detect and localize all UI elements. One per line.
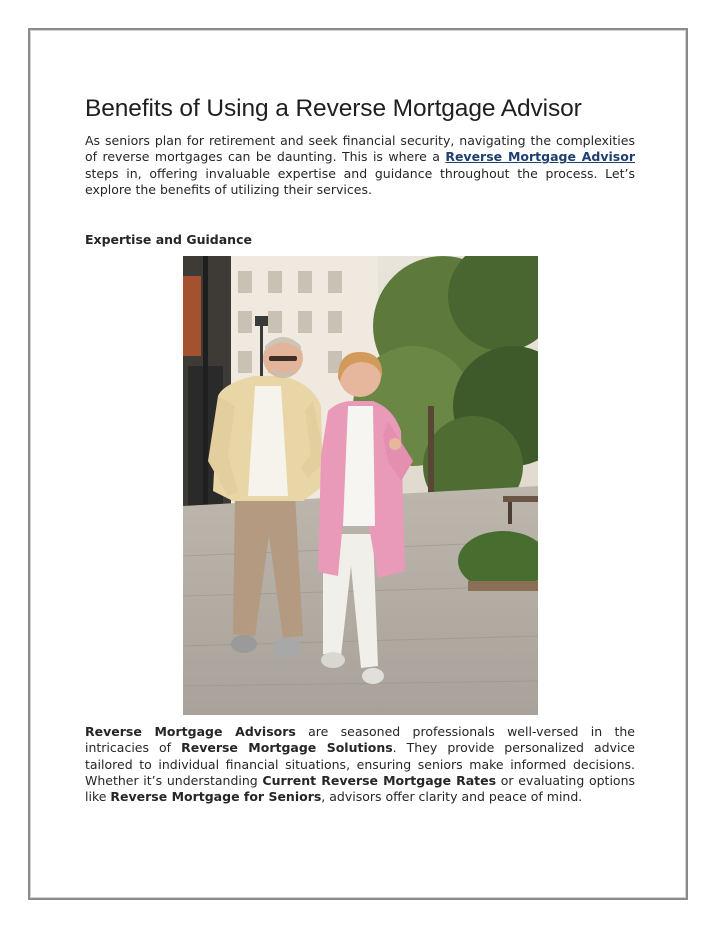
para-text-1: are seasoned professionals well-versed in the intricacies of <box>85 724 635 756</box>
bold-current-rates: Current Reverse Mortgage Rates <box>262 772 497 788</box>
document-page <box>85 95 635 805</box>
page-title: Benefits of Using a Reverse Mortgage Advisor <box>85 95 582 122</box>
para-text-4: , advisors offer clarity and peace of mind. <box>321 789 583 805</box>
bold-reverse-mortgage-solutions: Reverse Mortgage Solutions <box>181 740 393 756</box>
intro-text-start: As seniors plan for retirement and seek financial security, navigating the complexities of reverse mortgages can be daunting. This is where a <box>85 133 635 165</box>
couple-photo <box>183 256 538 715</box>
section-heading: Expertise and Guidance <box>85 232 252 247</box>
para-text-3: or evaluating options like <box>85 772 635 805</box>
intro-text-end: steps in, offering invaluable expertise and guidance throughout the process. Let’s explore the benefits of utilizing their services. <box>85 165 635 197</box>
bold-reverse-mortgage-advisors: Reverse Mortgage Advisors <box>85 724 296 739</box>
bold-reverse-mortgage-for-seniors: Reverse Mortgage for Seniors <box>110 789 322 805</box>
senior-couple-walking-photo <box>183 256 538 715</box>
intro-paragraph <box>85 133 635 198</box>
reverse-mortgage-advisor-link[interactable]: Reverse Mortgage Advisor <box>445 149 635 165</box>
para-text-2: . They provide personalized advice tailored to individual financial situations, ensuring seniors make informed decisions. Whether it’s understanding <box>85 740 635 788</box>
expertise-paragraph <box>85 724 635 805</box>
